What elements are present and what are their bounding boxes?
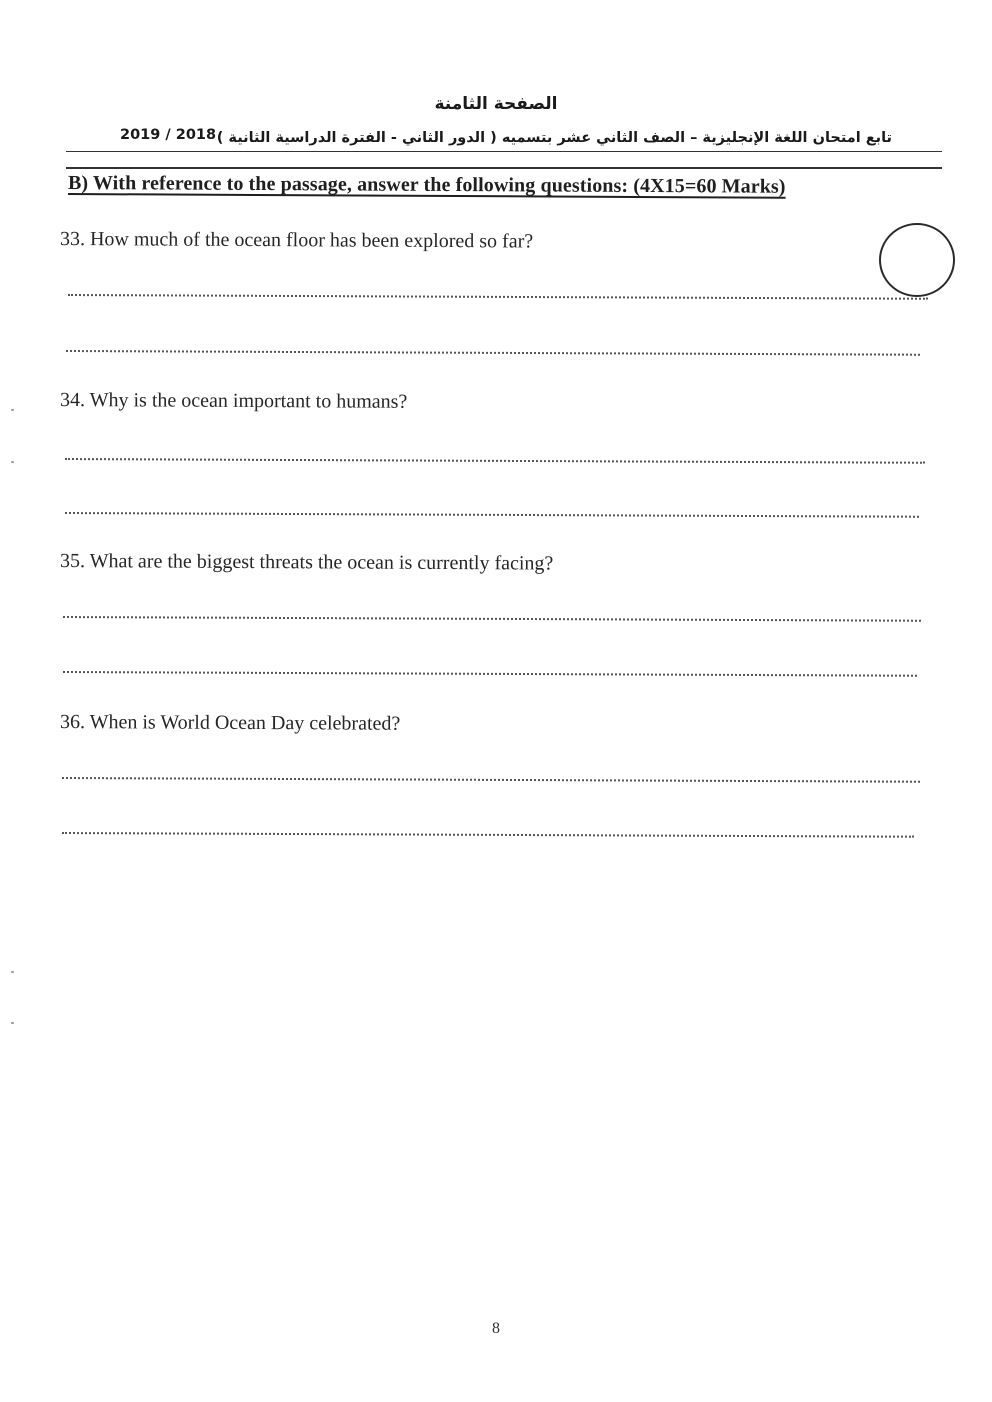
answer-line-36-1[interactable] [62, 777, 920, 783]
header-rule-top [66, 151, 942, 152]
question-35: 35. What are the biggest threats the ocean is currently facing? [59, 550, 554, 575]
header-rule-bottom [66, 167, 942, 169]
exam-header [66, 124, 892, 148]
question-34: 34. Why is the ocean important to humans? [59, 389, 408, 413]
answer-line-34-2[interactable] [65, 512, 919, 518]
page-number: 8 [492, 1320, 500, 1337]
answer-line-35-1[interactable] [63, 616, 921, 622]
scan-speck [11, 1022, 14, 1024]
answer-line-35-2[interactable] [63, 671, 917, 677]
answer-line-34-1[interactable] [65, 458, 925, 464]
question-33: 33. How much of the ocean floor has been explored so far? [59, 228, 534, 253]
scan-speck [11, 409, 14, 411]
scan-speck [11, 971, 14, 973]
scan-speck [11, 461, 14, 463]
exam-title-arabic: تابع امتحان اللغة الإنجليزية – الصف الثاني عشر بتسميه ( الدور الثاني - الفترة الدراسية الثانية ) [216, 130, 892, 146]
score-circle [879, 223, 955, 297]
answer-line-36-2[interactable] [62, 832, 914, 838]
page-title: الصفحة الثامنة [434, 94, 558, 114]
question-36: 36. When is World Ocean Day celebrated? [59, 711, 401, 735]
section-b-heading: B) With reference to the passage, answer the following questions: (4X15=60 Marks) [67, 172, 786, 198]
answer-line-33-2[interactable] [66, 350, 920, 356]
exam-year: 2019 / 2018 [120, 127, 217, 143]
answer-line-33-1[interactable] [68, 294, 928, 300]
